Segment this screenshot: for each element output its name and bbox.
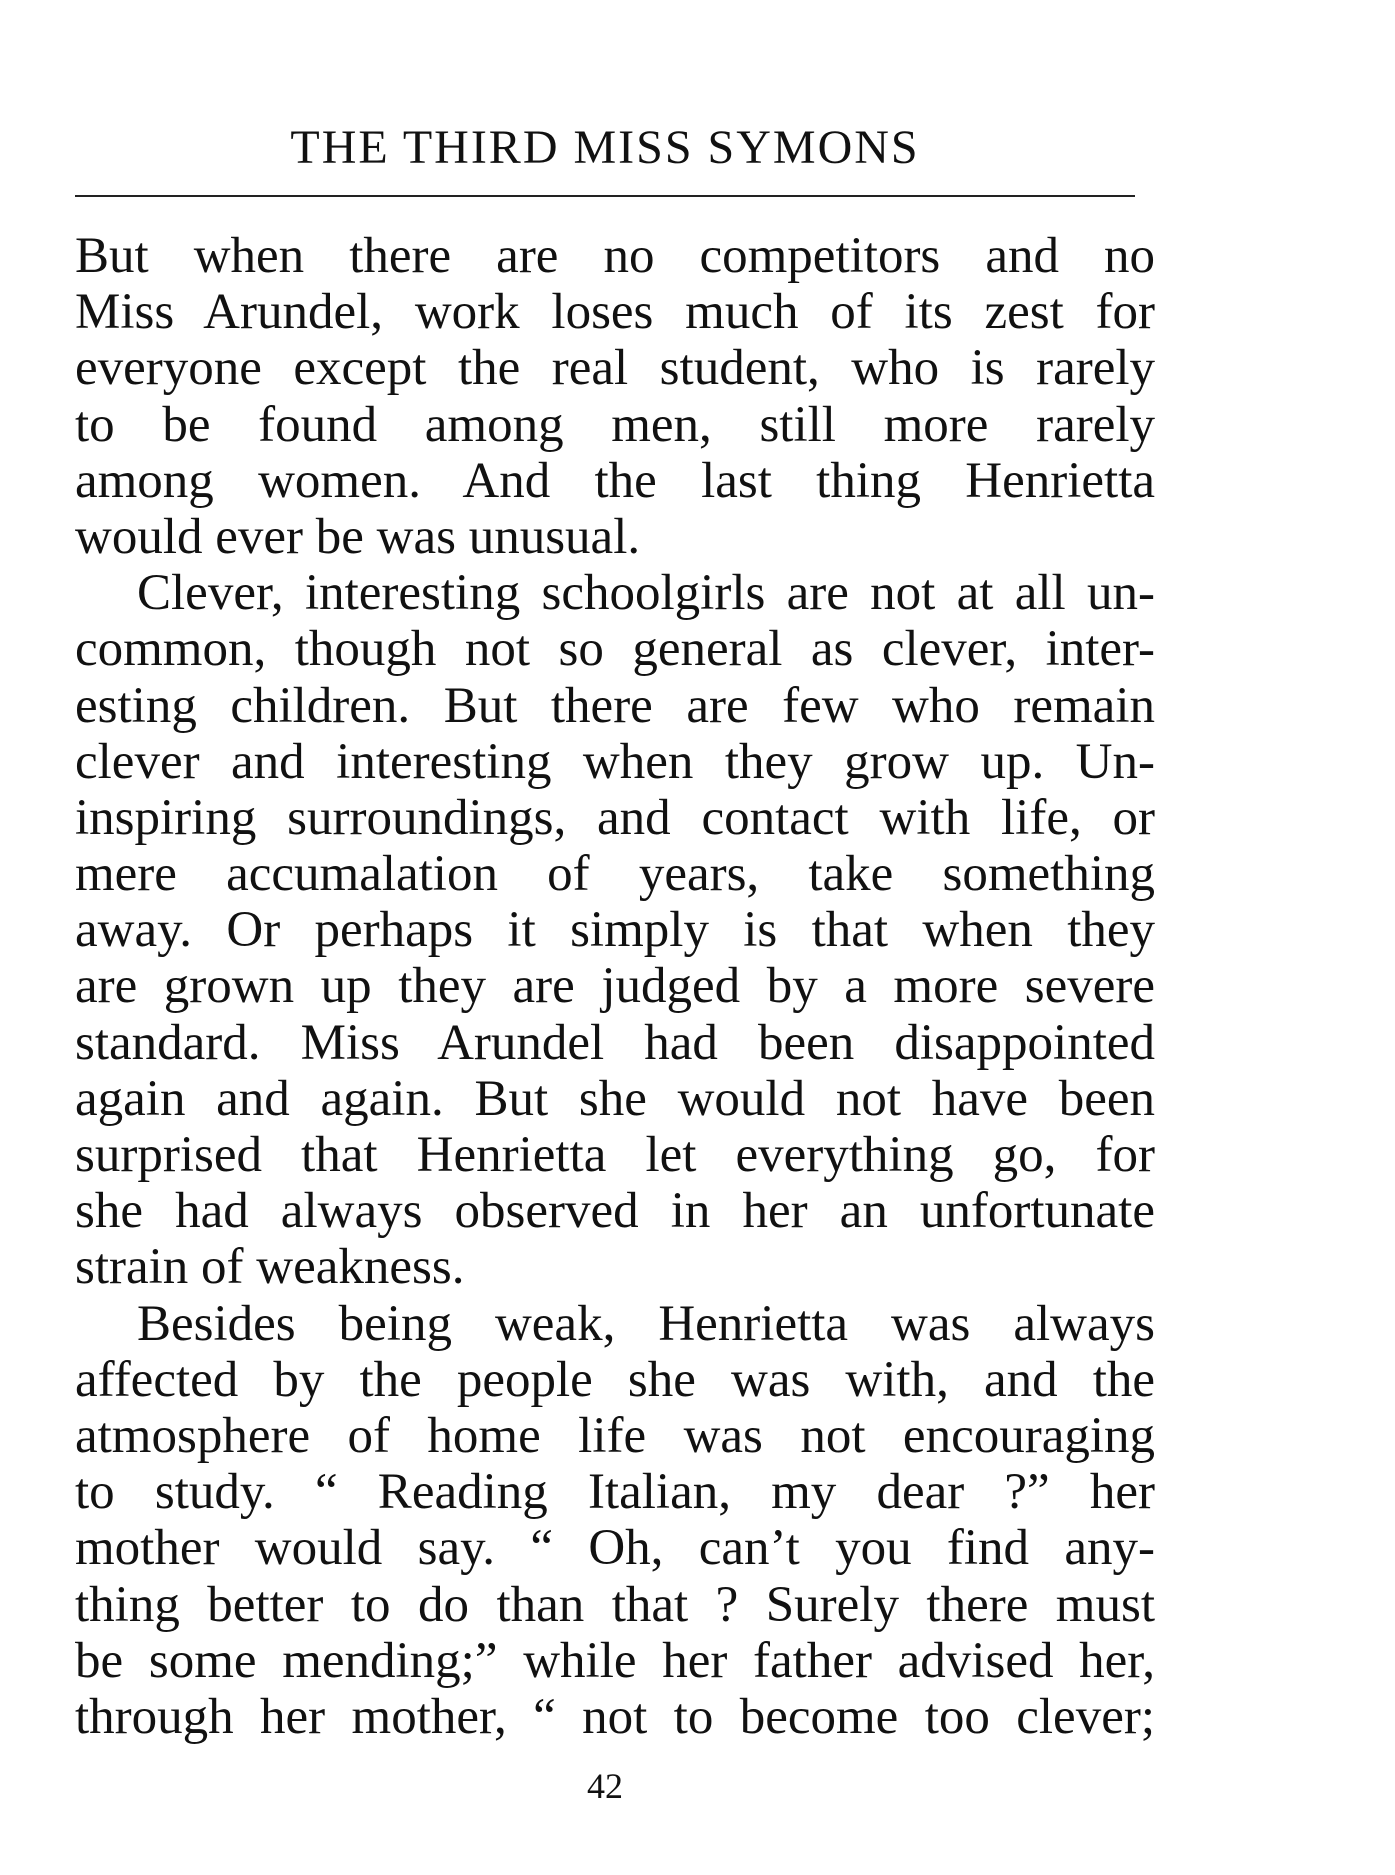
text-line: everyone except the real student, who is rarely xyxy=(75,340,1155,397)
body-text xyxy=(75,228,1155,1745)
text-line: she had always observed in her an unfortunate xyxy=(75,1183,1155,1240)
text-line: again and again. But she would not have been xyxy=(75,1070,1155,1127)
text-line: thing better to do than that ? Surely there must xyxy=(75,1576,1155,1633)
running-head: THE THIRD MISS SYMONS xyxy=(290,121,920,174)
text-line: to study. “ Reading Italian, my dear ?” her xyxy=(75,1464,1155,1521)
text-line: atmosphere of home life was not encouraging xyxy=(75,1407,1155,1464)
text-line: mother would say. “ Oh, can’t you find any- xyxy=(75,1520,1155,1577)
text-line: inspiring surroundings, and contact with life, or xyxy=(75,789,1155,846)
text-line: standard. Miss Arundel had been disappointed xyxy=(75,1014,1155,1071)
text-line: away. Or perhaps it simply is that when they xyxy=(75,902,1155,959)
page-number: 42 xyxy=(587,1766,623,1806)
text-line: to be found among men, still more rarely xyxy=(75,396,1155,453)
text-line: are grown up they are judged by a more severe xyxy=(75,958,1155,1015)
text-line: But when there are no competitors and no xyxy=(75,228,1155,284)
text-line: strain of weakness. xyxy=(75,1239,465,1296)
text-line: affected by the people she was with, and the xyxy=(75,1351,1155,1408)
text-line: esting children. But there are few who remain xyxy=(75,677,1155,734)
text-line: through her mother, “ not to become too clever; xyxy=(75,1688,1155,1745)
text-line: among women. And the last thing Henrietta xyxy=(75,452,1155,509)
text-line: Besides being weak, Henrietta was always xyxy=(137,1295,1155,1352)
text-line: Miss Arundel, work loses much of its zest for xyxy=(75,284,1155,341)
text-line: surprised that Henrietta let everything go, for xyxy=(75,1127,1155,1183)
header-rule xyxy=(75,195,1135,197)
text-line: clever and interesting when they grow up. Un- xyxy=(75,733,1155,790)
text-line: would ever be was unusual. xyxy=(75,508,641,565)
text-line: common, though not so general as clever, inter- xyxy=(75,621,1155,678)
text-line: mere accumalation of years, take something xyxy=(75,846,1155,903)
text-line: be some mending;” while her father advised her, xyxy=(75,1632,1155,1689)
text-line: Clever, interesting schoolgirls are not at all un- xyxy=(137,565,1155,622)
